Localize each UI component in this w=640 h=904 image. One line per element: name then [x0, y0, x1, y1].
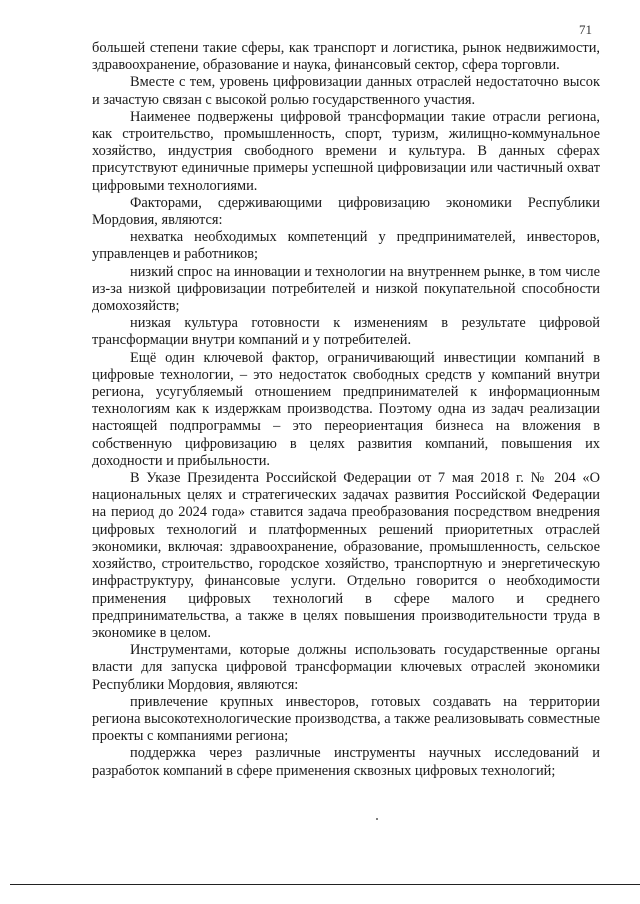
list-item: нехватка необходимых компетенций у предпринимателей, инвесторов, управленцев и работников;	[92, 229, 600, 263]
paragraph: большей степени такие сферы, как транспорт и логистика, рынок недвижимости, здравоохранение, образование и наука, финансовый сектор, сфера торговли.	[92, 40, 600, 74]
paragraph: Ещё один ключевой фактор, ограничивающий инвестиции компаний в цифровые технологии, – это недостаток свободных средств у компаний внутри региона, усугубляемый отношением предпринимателей к информационным технологиям как к издержкам производства. Поэтому одна из задач реализации настоящей подпрограммы – это переориентация бизнеса на вложения в собственную цифровизацию в целях развития компаний, повышения их доходности и прибыльности.	[92, 349, 600, 469]
scan-edge-line	[10, 884, 640, 885]
paragraph: Вместе с тем, уровень цифровизации данных отраслей недостаточно высок и зачастую связан с высокой ролью государственного участия.	[92, 74, 600, 108]
body-text	[92, 40, 600, 780]
list-item: низкий спрос на инновации и технологии на внутреннем рынке, в том числе из-за низкой цифровизации потребителей и низкой покупательной способности домохозяйств;	[92, 263, 600, 315]
list-item: привлечение крупных инвесторов, готовых создавать на территории региона высокотехнологические производства, а также реализовывать совместные проекты с компаниями региона;	[92, 693, 600, 745]
scan-speck	[376, 818, 378, 820]
paragraph: Инструментами, которые должны использовать государственные органы власти для запуска цифровой трансформации ключевых отраслей экономики Республики Мордовия, являются:	[92, 642, 600, 693]
list-item: низкая культура готовности к изменениям в результате цифровой трансформации внутри компаний и у потребителей.	[92, 315, 600, 349]
page-number: 71	[579, 22, 592, 37]
paragraph: Факторами, сдерживающими цифровизацию экономики Республики Мордовия, являются:	[92, 194, 600, 229]
list-item: поддержка через различные инструменты научных исследований и разработок компаний в сфере применения сквозных цифровых технологий;	[92, 745, 600, 779]
paragraph: Наименее подвержены цифровой трансформации такие отрасли региона, как строительство, промышленность, спорт, туризм, жилищно-коммунальное хозяйство, индустрия свободного времени и культура. В данных сферах присутствуют единичные примеры успешной цифровизации или частичный охват цифровыми технологиями.	[92, 108, 600, 194]
paragraph: В Указе Президента Российской Федерации от 7 мая 2018 г. № 204 «О национальных целях и стратегических задачах развития Российской Федерации на период до 2024 года» ставится задача преобразования посредством внедрения цифровых технологий и платформенных решений приоритетных отраслей экономики, включая: здравоохранение, образование, промышленность, сельское хозяйство, строительство, городское хозяйство, транспортную и энергетическую инфраструктуру, финансовые услуги. Отдельно говорится о необходимости применения цифровых технологий в сфере малого и среднего предпринимательства, а также в целях повышения производительности труда в экономике в целом.	[92, 470, 600, 641]
